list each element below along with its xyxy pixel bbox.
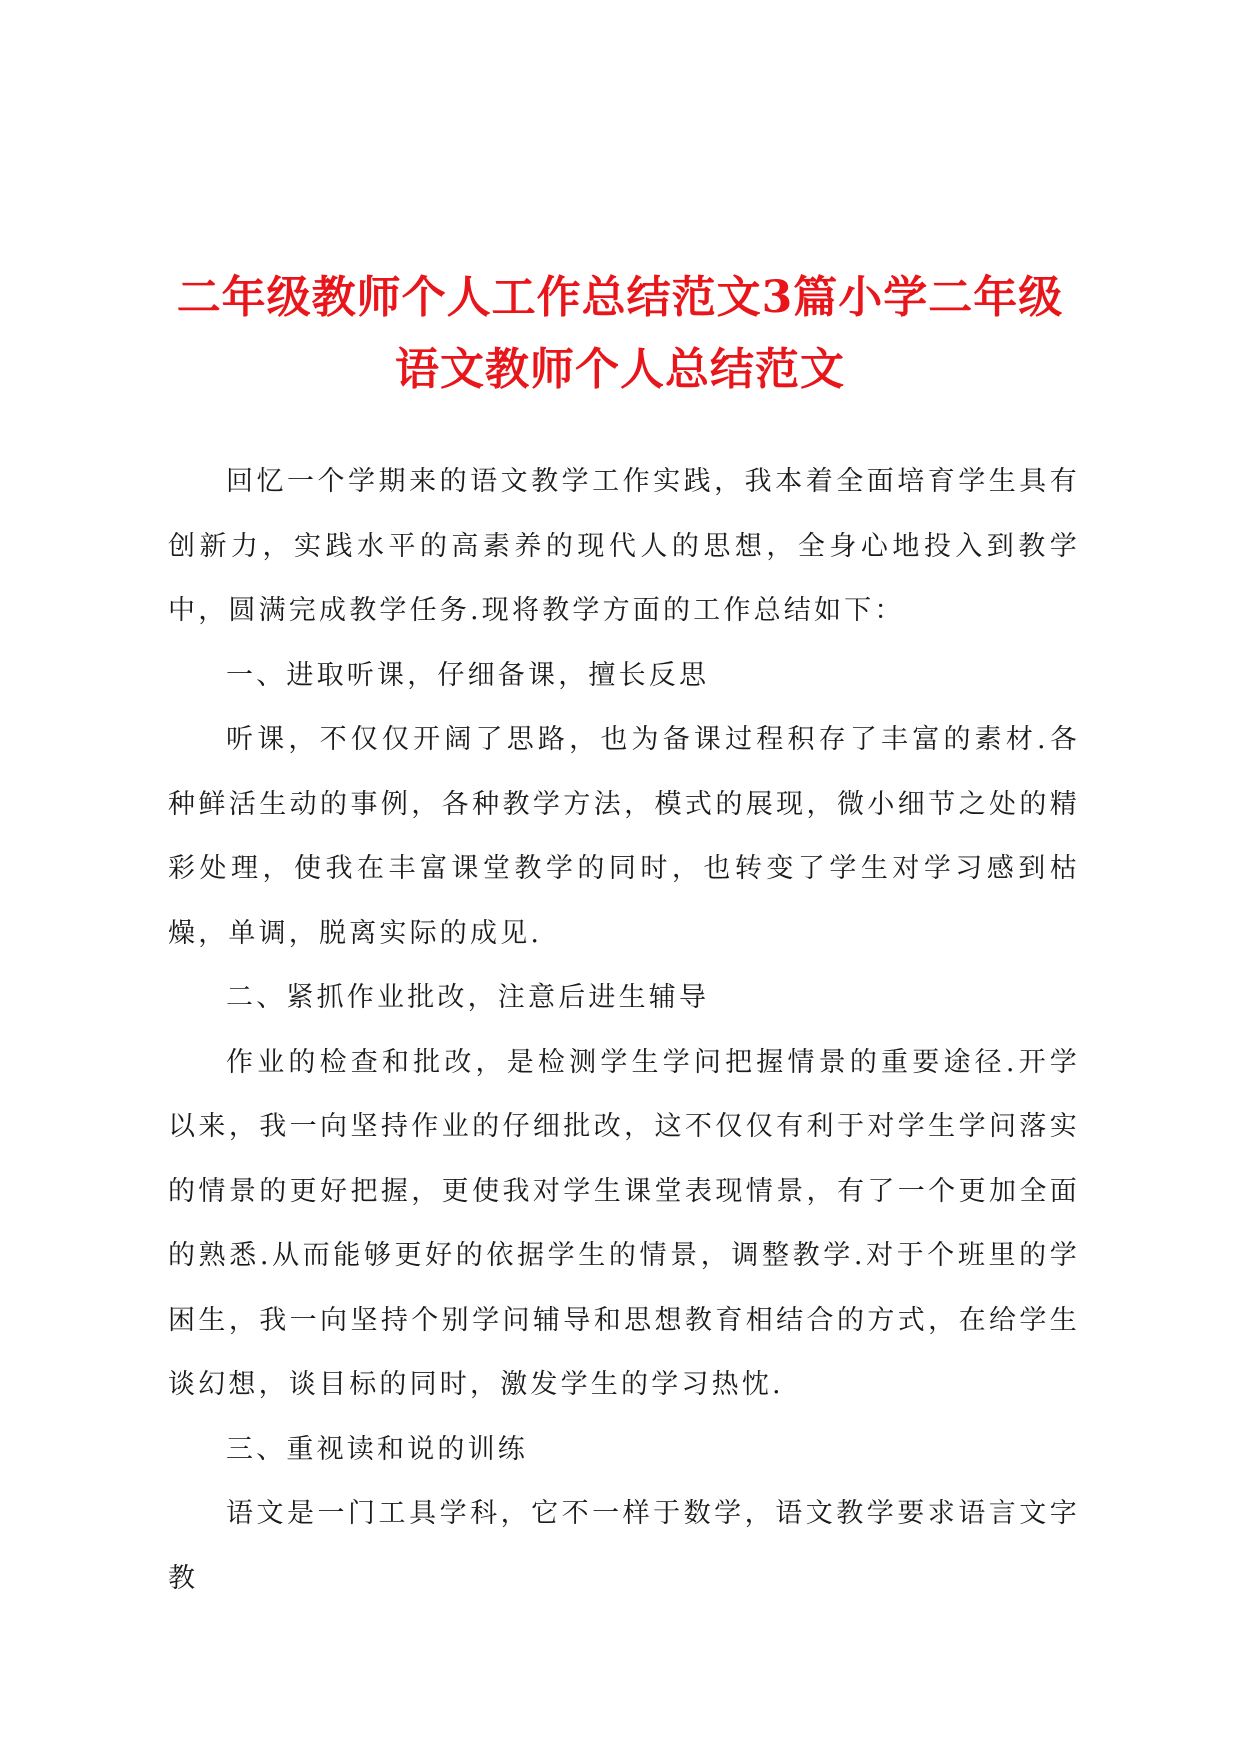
title-line-2: 语文教师个人总结范文 [395,344,845,395]
document-body [168,450,1080,1611]
title-line-1: 二年级教师个人工作总结范文3篇小学二年级 [176,272,1064,323]
section-heading-3: 三、重视读和说的训练 [226,1433,528,1465]
section-heading-2: 二、紧抓作业批改，注意后进生辅导 [226,982,710,1013]
section-1-paragraph: 听课，不仅仅开阔了思路，也为备课过程积存了丰富的素材.各种鲜活生动的事例，各种教学方法，模式的展现，微小细节之处的精彩处理，使我在丰富课堂教学的同时，也转变了学生对学习感到枯燥，单调，脱离实际的成见. [168,724,1080,949]
section-2-paragraph: 作业的检查和批改，是检测学生学问把握情景的重要途径.开学以来，我一向坚持作业的仔细批改，这不仅仅有利于对学生学问落实的情景的更好把握，更使我对学生课堂表现情景，有了一个更加全面的熟悉.从而能够更好的依据学生的情景，调整教学.对于个班里的学困生，我一向坚持个别学问辅导和思想教育相结合的方式，在给学生谈幻想，谈目标的同时，激发学生的学习热忱. [168,1046,1080,1400]
section-heading-1: 一、进取听课，仔细备课，擅长反思 [226,659,710,691]
document-title [160,262,1080,406]
intro-paragraph: 回忆一个学期来的语文教学工作实践，我本着全面培育学生具有创新力，实践水平的高素养的现代人的思想，全身心地投入到教学中，圆满完成教学任务.现将教学方面的工作总结如下： [168,466,1080,626]
section-3-paragraph: 语文是一门工具学科，它不一样于数学，语文教学要求语言文字教 [168,1498,1080,1594]
